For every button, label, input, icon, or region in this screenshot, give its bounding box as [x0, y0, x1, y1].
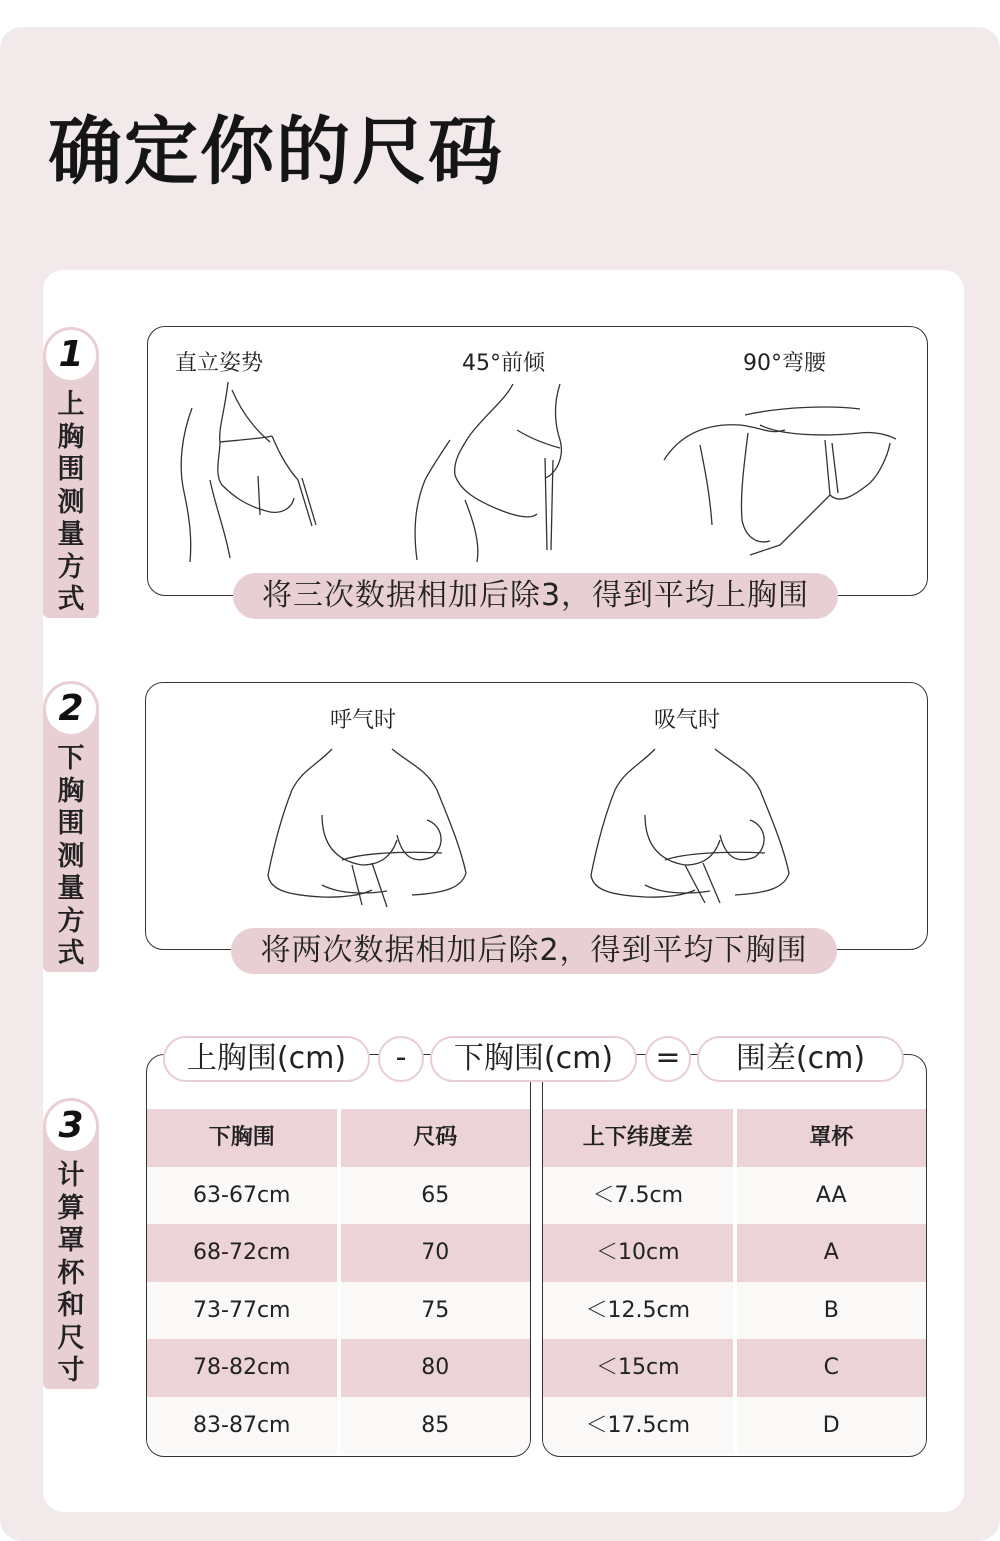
size-range-cell: 73-77cm	[193, 1297, 291, 1323]
cup-value-cell: AA	[733, 1167, 927, 1225]
cup-value-cell: B	[733, 1282, 927, 1340]
caption-bend-90: 90°弯腰	[743, 351, 826, 376]
table-row	[543, 1282, 926, 1340]
table-row	[147, 1397, 530, 1455]
upper-bust-note: 将三次数据相加后除3，得到平均上胸围	[233, 573, 838, 619]
size-range-cell: 83-87cm	[193, 1412, 291, 1438]
page-title: 确定你的尺码	[48, 109, 504, 195]
size-value-cell: 75	[337, 1282, 531, 1340]
cup-diff-cell: ＜12.5cm	[585, 1297, 690, 1323]
step-2-number: 2	[43, 681, 99, 737]
cup-diff-cell: ＜10cm	[595, 1240, 680, 1265]
caption-lean-45: 45°前倾	[462, 351, 545, 376]
under-bust-note: 将两次数据相加后除2，得到平均下胸围	[231, 928, 837, 974]
cup-value-cell: D	[733, 1397, 927, 1455]
size-col-underbust: 下胸围	[208, 1125, 275, 1150]
table-row	[543, 1224, 926, 1282]
table-row	[147, 1224, 530, 1282]
cup-diff-cell: ＜17.5cm	[585, 1412, 690, 1438]
step-2-label: 下 胸 围 测 量 方 式	[57, 743, 85, 969]
cup-col-cup: 罩杯	[733, 1109, 927, 1167]
step-3-number: 3	[43, 1098, 99, 1154]
cup-diff-cell: ＜7.5cm	[592, 1182, 683, 1208]
cup-diff-cell: ＜15cm	[595, 1355, 680, 1380]
step-1-label: 上 胸 围 测 量 方 式	[57, 389, 85, 615]
cup-value-cell: C	[733, 1339, 927, 1397]
caption-inhale: 吸气时	[654, 708, 721, 733]
size-value-cell: 70	[337, 1224, 531, 1282]
caption-standing: 直立姿势	[175, 351, 264, 376]
size-col-size: 尺码	[337, 1109, 531, 1167]
lean-figure-illustration	[405, 380, 575, 565]
size-range-cell: 68-72cm	[193, 1240, 291, 1265]
size-range-cell: 78-82cm	[193, 1355, 291, 1380]
formula-difference: 围差(cm)	[697, 1036, 904, 1082]
formula-upper-bust: 上胸围(cm)	[163, 1036, 370, 1082]
size-table	[146, 1054, 531, 1457]
table-row	[147, 1339, 530, 1397]
inhale-figure-illustration	[585, 745, 795, 915]
step-3-tab	[43, 1105, 99, 1389]
table-row	[147, 1282, 530, 1340]
formula-minus: -	[378, 1036, 424, 1082]
table-row	[543, 1167, 926, 1225]
standing-figure-illustration	[170, 380, 330, 565]
table-row	[543, 1339, 926, 1397]
caption-exhale: 呼气时	[330, 708, 397, 733]
size-value-cell: 80	[337, 1339, 531, 1397]
table-row	[147, 1167, 530, 1225]
size-table-header	[147, 1109, 530, 1167]
step-1-tab	[43, 334, 99, 618]
step-1-number: 1	[43, 327, 99, 383]
step-3-label: 计 算 罩 杯 和 尺 寸	[57, 1160, 85, 1386]
size-value-cell: 65	[337, 1167, 531, 1225]
size-value-cell: 85	[337, 1397, 531, 1455]
formula-equals: =	[645, 1036, 691, 1082]
cup-col-difference: 上下纬度差	[582, 1125, 693, 1150]
exhale-figure-illustration	[262, 745, 472, 915]
bend-figure-illustration	[660, 395, 900, 565]
table-row	[543, 1397, 926, 1455]
cup-value-cell: A	[733, 1224, 927, 1282]
step-2-tab	[43, 688, 99, 972]
size-range-cell: 63-67cm	[193, 1182, 291, 1208]
cup-table	[542, 1054, 927, 1457]
formula-under-bust: 下胸围(cm)	[430, 1036, 637, 1082]
cup-table-header	[543, 1109, 926, 1167]
